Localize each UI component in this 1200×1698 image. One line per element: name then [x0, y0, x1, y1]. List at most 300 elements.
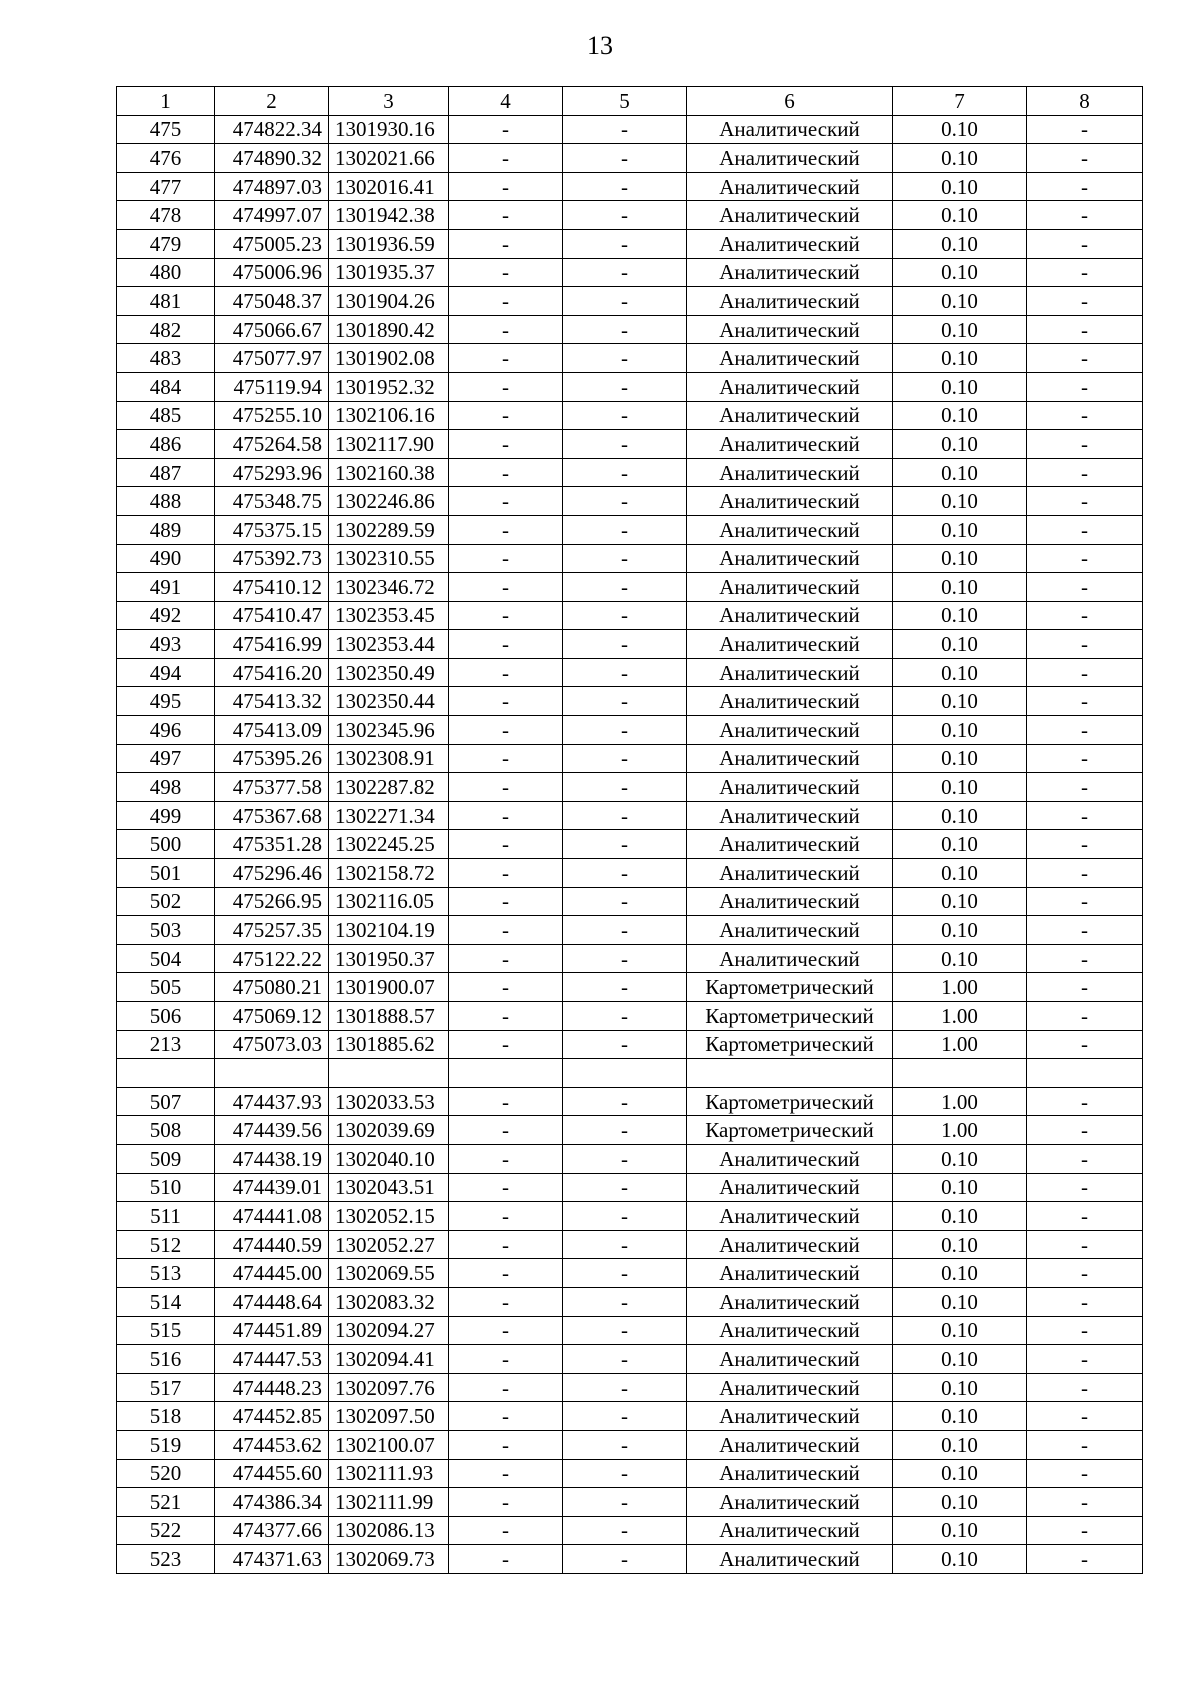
- cell-col-5: -: [563, 630, 687, 659]
- cell-y-coordinate: 1302111.93: [329, 1459, 449, 1488]
- cell-point-number: 507: [117, 1087, 215, 1116]
- cell-col-5: -: [563, 973, 687, 1002]
- cell-point-number: 487: [117, 458, 215, 487]
- cell-col-4: -: [449, 229, 563, 258]
- cell-method: Аналитический: [687, 601, 893, 630]
- cell-x-coordinate: 475255.10: [215, 401, 329, 430]
- cell-method: Аналитический: [687, 515, 893, 544]
- cell-col-5: -: [563, 372, 687, 401]
- cell-x-coordinate: 475122.22: [215, 944, 329, 973]
- cell-method: Аналитический: [687, 944, 893, 973]
- cell-accuracy: 0.10: [893, 658, 1027, 687]
- cell-x-coordinate: 475395.26: [215, 744, 329, 773]
- table-row: [117, 773, 1143, 802]
- cell-x-coordinate: 475293.96: [215, 458, 329, 487]
- cell-method: Аналитический: [687, 458, 893, 487]
- cell-point-number: 519: [117, 1430, 215, 1459]
- column-header-6: 6: [687, 87, 893, 116]
- cell-method: Аналитический: [687, 258, 893, 287]
- cell-method: Аналитический: [687, 487, 893, 516]
- cell-point-number: 489: [117, 515, 215, 544]
- cell-accuracy: 1.00: [893, 1030, 1027, 1059]
- table-row: [117, 1173, 1143, 1202]
- cell-col-8: -: [1027, 430, 1143, 459]
- table-row: [117, 344, 1143, 373]
- cell-col-8: -: [1027, 201, 1143, 230]
- cell-accuracy: 0.10: [893, 258, 1027, 287]
- cell-accuracy: 0.10: [893, 716, 1027, 745]
- cell-col-8: -: [1027, 830, 1143, 859]
- cell-method: Картометрический: [687, 1087, 893, 1116]
- table-body: [117, 115, 1143, 1573]
- cell-col-4: -: [449, 1488, 563, 1517]
- cell-method: Аналитический: [687, 830, 893, 859]
- cell-x-coordinate: 474453.62: [215, 1430, 329, 1459]
- cell-col-8: -: [1027, 716, 1143, 745]
- cell-x-coordinate: 475392.73: [215, 544, 329, 573]
- cell-method: Аналитический: [687, 144, 893, 173]
- cell-col-4: -: [449, 944, 563, 973]
- cell-point-number: 511: [117, 1202, 215, 1231]
- cell-point-number: 483: [117, 344, 215, 373]
- cell-col-8: -: [1027, 801, 1143, 830]
- cell-col-5: -: [563, 744, 687, 773]
- cell-accuracy: 0.10: [893, 1316, 1027, 1345]
- cell-col-8: -: [1027, 944, 1143, 973]
- cell-accuracy: 1.00: [893, 1002, 1027, 1031]
- cell-method: Картометрический: [687, 1002, 893, 1031]
- cell-col-5: -: [563, 115, 687, 144]
- cell-y-coordinate: 1302346.72: [329, 573, 449, 602]
- cell-point-number: 492: [117, 601, 215, 630]
- cell-point-number: 521: [117, 1488, 215, 1517]
- cell-col-5: -: [563, 944, 687, 973]
- cell-y-coordinate: 1302246.86: [329, 487, 449, 516]
- cell-col-8: -: [1027, 1430, 1143, 1459]
- cell-y-coordinate: 1302117.90: [329, 430, 449, 459]
- cell-x-coordinate: 475410.47: [215, 601, 329, 630]
- cell-y-coordinate: 1302083.32: [329, 1287, 449, 1316]
- table-row: [117, 601, 1143, 630]
- cell-col-5: -: [563, 544, 687, 573]
- cell-col-4: -: [449, 458, 563, 487]
- cell-accuracy: 0.10: [893, 1345, 1027, 1374]
- cell-col-5: -: [563, 1373, 687, 1402]
- table-row: [117, 1230, 1143, 1259]
- table-row: [117, 1202, 1143, 1231]
- cell-accuracy: 0.10: [893, 1402, 1027, 1431]
- cell-x-coordinate: 475266.95: [215, 887, 329, 916]
- cell-method: Аналитический: [687, 773, 893, 802]
- cell-y-coordinate: 1301888.57: [329, 1002, 449, 1031]
- cell-col-5: -: [563, 1287, 687, 1316]
- cell-y-coordinate: 1302310.55: [329, 544, 449, 573]
- cell-method: Аналитический: [687, 658, 893, 687]
- cell-y-coordinate: 1301904.26: [329, 287, 449, 316]
- column-header-8: 8: [1027, 87, 1143, 116]
- cell-accuracy: 0.10: [893, 1488, 1027, 1517]
- cell-col-5: -: [563, 859, 687, 888]
- cell-point-number: 478: [117, 201, 215, 230]
- cell-col-5: -: [563, 315, 687, 344]
- cell-col-4: -: [449, 687, 563, 716]
- cell-accuracy: 0.10: [893, 859, 1027, 888]
- cell-point-number: 510: [117, 1173, 215, 1202]
- table-header-row: [117, 87, 1143, 116]
- cell-accuracy: 0.10: [893, 1144, 1027, 1173]
- cell-col-4: -: [449, 1287, 563, 1316]
- cell-accuracy: 0.10: [893, 830, 1027, 859]
- cell-col-5: -: [563, 830, 687, 859]
- cell-y-coordinate: 1302353.44: [329, 630, 449, 659]
- cell-accuracy: 0.10: [893, 1202, 1027, 1231]
- cell-point-number: 501: [117, 859, 215, 888]
- cell-y-coordinate: 1301930.16: [329, 115, 449, 144]
- cell-col-5: -: [563, 172, 687, 201]
- cell-col-8: -: [1027, 287, 1143, 316]
- cell-y-coordinate: 1301935.37: [329, 258, 449, 287]
- table-row: [117, 973, 1143, 1002]
- table-row: [117, 1459, 1143, 1488]
- cell-y-coordinate: 1302094.41: [329, 1345, 449, 1374]
- cell-y-coordinate: 1302033.53: [329, 1087, 449, 1116]
- table-row: [117, 430, 1143, 459]
- cell-point-number: 518: [117, 1402, 215, 1431]
- cell-col-5: -: [563, 716, 687, 745]
- cell-x-coordinate: 475048.37: [215, 287, 329, 316]
- cell-method: Аналитический: [687, 1287, 893, 1316]
- cell-col-4: -: [449, 601, 563, 630]
- cell-point-number: 505: [117, 973, 215, 1002]
- cell-point-number: 506: [117, 1002, 215, 1031]
- cell-accuracy: 0.10: [893, 1230, 1027, 1259]
- table-row: [117, 201, 1143, 230]
- cell-x-coordinate: 475416.20: [215, 658, 329, 687]
- cell-col-5: -: [563, 1459, 687, 1488]
- cell-col-8: -: [1027, 1459, 1143, 1488]
- cell-col-8: -: [1027, 1116, 1143, 1145]
- cell-col-8: -: [1027, 630, 1143, 659]
- cell-accuracy: 0.10: [893, 1259, 1027, 1288]
- cell-col-8: -: [1027, 1545, 1143, 1574]
- cell-method: Аналитический: [687, 859, 893, 888]
- cell-col-8: -: [1027, 372, 1143, 401]
- cell-col-5: -: [563, 916, 687, 945]
- cell-col-5: -: [563, 1144, 687, 1173]
- cell-method: Аналитический: [687, 1545, 893, 1574]
- cell-method: Аналитический: [687, 1402, 893, 1431]
- cell-col-5: -: [563, 573, 687, 602]
- cell-method: Аналитический: [687, 1373, 893, 1402]
- cell-y-coordinate: 1302160.38: [329, 458, 449, 487]
- cell-method: Аналитический: [687, 744, 893, 773]
- cell-point-number: 494: [117, 658, 215, 687]
- cell-method: Аналитический: [687, 172, 893, 201]
- cell-y-coordinate: 1302116.05: [329, 887, 449, 916]
- cell-col-5: -: [563, 287, 687, 316]
- cell-point-number: 484: [117, 372, 215, 401]
- cell-col-8: -: [1027, 1402, 1143, 1431]
- cell-col-5: -: [563, 1002, 687, 1031]
- cell-method: Аналитический: [687, 1345, 893, 1374]
- cell-accuracy: 0.10: [893, 372, 1027, 401]
- cell-col-4: -: [449, 1545, 563, 1574]
- cell-col-8: -: [1027, 1202, 1143, 1231]
- table-row: [117, 1545, 1143, 1574]
- table-row: [117, 944, 1143, 973]
- table-row: [117, 1345, 1143, 1374]
- cell-method: Аналитический: [687, 115, 893, 144]
- cell-point-number: 520: [117, 1459, 215, 1488]
- table-row: [117, 916, 1143, 945]
- cell-y-coordinate: 1301902.08: [329, 344, 449, 373]
- cell-col-4: -: [449, 1002, 563, 1031]
- cell-col-8: -: [1027, 1030, 1143, 1059]
- table-row: [117, 1516, 1143, 1545]
- cell-accuracy: 0.10: [893, 487, 1027, 516]
- cell-col-4: -: [449, 487, 563, 516]
- cell-col-4: -: [449, 658, 563, 687]
- cell-x-coordinate: 475348.75: [215, 487, 329, 516]
- cell-point-number: 509: [117, 1144, 215, 1173]
- cell-method: Картометрический: [687, 1030, 893, 1059]
- cell-point-number: 490: [117, 544, 215, 573]
- cell-col-4: -: [449, 716, 563, 745]
- cell-point-number: 514: [117, 1287, 215, 1316]
- column-header-2: 2: [215, 87, 329, 116]
- cell-y-coordinate: 1301952.32: [329, 372, 449, 401]
- cell-col-8: -: [1027, 573, 1143, 602]
- table-row: [117, 630, 1143, 659]
- cell-y-coordinate: 1302100.07: [329, 1430, 449, 1459]
- cell-x-coordinate: 475069.12: [215, 1002, 329, 1031]
- cell-col-4: -: [449, 401, 563, 430]
- cell-col-8: -: [1027, 544, 1143, 573]
- table-row: [117, 458, 1143, 487]
- column-header-7: 7: [893, 87, 1027, 116]
- cell-col-4: -: [449, 258, 563, 287]
- cell-method: Аналитический: [687, 430, 893, 459]
- cell-col-8: -: [1027, 401, 1143, 430]
- table-row: [117, 1087, 1143, 1116]
- cell-col-4: -: [449, 115, 563, 144]
- cell-y-coordinate: [329, 1059, 449, 1088]
- cell-point-number: 523: [117, 1545, 215, 1574]
- cell-col-8: -: [1027, 601, 1143, 630]
- cell-accuracy: [893, 1059, 1027, 1088]
- cell-method: Аналитический: [687, 1230, 893, 1259]
- cell-col-8: -: [1027, 1002, 1143, 1031]
- cell-col-8: -: [1027, 859, 1143, 888]
- cell-y-coordinate: 1302308.91: [329, 744, 449, 773]
- cell-col-8: -: [1027, 744, 1143, 773]
- cell-y-coordinate: 1302111.99: [329, 1488, 449, 1517]
- table-row: [117, 1259, 1143, 1288]
- cell-col-8: -: [1027, 144, 1143, 173]
- cell-col-8: -: [1027, 1087, 1143, 1116]
- cell-x-coordinate: 475296.46: [215, 859, 329, 888]
- cell-y-coordinate: 1302021.66: [329, 144, 449, 173]
- table-row: [117, 1402, 1143, 1431]
- table-row: [117, 1488, 1143, 1517]
- cell-col-5: -: [563, 1173, 687, 1202]
- cell-col-8: -: [1027, 258, 1143, 287]
- cell-accuracy: 0.10: [893, 287, 1027, 316]
- table-row: [117, 687, 1143, 716]
- cell-method: Аналитический: [687, 201, 893, 230]
- cell-x-coordinate: 474445.00: [215, 1259, 329, 1288]
- cell-point-number: 479: [117, 229, 215, 258]
- cell-x-coordinate: 474439.01: [215, 1173, 329, 1202]
- cell-col-8: -: [1027, 773, 1143, 802]
- cell-y-coordinate: 1302106.16: [329, 401, 449, 430]
- cell-col-5: -: [563, 201, 687, 230]
- column-header-5: 5: [563, 87, 687, 116]
- cell-col-5: -: [563, 1087, 687, 1116]
- cell-method: Аналитический: [687, 1259, 893, 1288]
- cell-point-number: 502: [117, 887, 215, 916]
- cell-method: Аналитический: [687, 1430, 893, 1459]
- cell-x-coordinate: 474439.56: [215, 1116, 329, 1145]
- cell-accuracy: 0.10: [893, 172, 1027, 201]
- cell-col-8: -: [1027, 1373, 1143, 1402]
- cell-y-coordinate: 1302353.45: [329, 601, 449, 630]
- cell-accuracy: 0.10: [893, 916, 1027, 945]
- cell-col-5: -: [563, 144, 687, 173]
- cell-y-coordinate: 1301890.42: [329, 315, 449, 344]
- cell-accuracy: 0.10: [893, 229, 1027, 258]
- cell-y-coordinate: 1302287.82: [329, 773, 449, 802]
- cell-accuracy: 1.00: [893, 973, 1027, 1002]
- cell-col-4: -: [449, 887, 563, 916]
- cell-col-4: -: [449, 1316, 563, 1345]
- cell-accuracy: 0.10: [893, 887, 1027, 916]
- cell-col-4: -: [449, 1202, 563, 1231]
- table-row: [117, 258, 1143, 287]
- coordinates-table: [116, 86, 1143, 1574]
- cell-col-4: -: [449, 859, 563, 888]
- cell-x-coordinate: 474452.85: [215, 1402, 329, 1431]
- table-row: [117, 487, 1143, 516]
- cell-point-number: 477: [117, 172, 215, 201]
- cell-y-coordinate: 1302345.96: [329, 716, 449, 745]
- cell-col-8: -: [1027, 1173, 1143, 1202]
- table-row: [117, 573, 1143, 602]
- cell-x-coordinate: 475413.09: [215, 716, 329, 745]
- cell-y-coordinate: 1302052.27: [329, 1230, 449, 1259]
- cell-method: Аналитический: [687, 344, 893, 373]
- cell-col-5: -: [563, 1259, 687, 1288]
- cell-x-coordinate: 474386.34: [215, 1488, 329, 1517]
- cell-accuracy: 0.10: [893, 1430, 1027, 1459]
- column-header-1: 1: [117, 87, 215, 116]
- cell-x-coordinate: [215, 1059, 329, 1088]
- table-row: [117, 515, 1143, 544]
- cell-col-4: -: [449, 1173, 563, 1202]
- cell-col-8: -: [1027, 487, 1143, 516]
- cell-x-coordinate: 475119.94: [215, 372, 329, 401]
- cell-accuracy: 0.10: [893, 1287, 1027, 1316]
- cell-col-4: -: [449, 1087, 563, 1116]
- table-row: [117, 830, 1143, 859]
- cell-col-4: -: [449, 1030, 563, 1059]
- cell-x-coordinate: 474822.34: [215, 115, 329, 144]
- cell-x-coordinate: 474455.60: [215, 1459, 329, 1488]
- table-row: [117, 372, 1143, 401]
- cell-col-4: -: [449, 773, 563, 802]
- cell-accuracy: 0.10: [893, 115, 1027, 144]
- cell-point-number: 503: [117, 916, 215, 945]
- column-header-4: 4: [449, 87, 563, 116]
- cell-accuracy: 0.10: [893, 944, 1027, 973]
- cell-accuracy: 0.10: [893, 315, 1027, 344]
- cell-x-coordinate: 474997.07: [215, 201, 329, 230]
- cell-x-coordinate: 474897.03: [215, 172, 329, 201]
- cell-method: Аналитический: [687, 401, 893, 430]
- cell-col-5: -: [563, 401, 687, 430]
- cell-col-4: -: [449, 201, 563, 230]
- cell-point-number: 517: [117, 1373, 215, 1402]
- cell-col-4: -: [449, 1230, 563, 1259]
- cell-x-coordinate: 475413.32: [215, 687, 329, 716]
- cell-col-4: -: [449, 744, 563, 773]
- cell-y-coordinate: 1302097.50: [329, 1402, 449, 1431]
- cell-col-8: -: [1027, 1287, 1143, 1316]
- cell-x-coordinate: 474451.89: [215, 1316, 329, 1345]
- cell-col-5: -: [563, 1402, 687, 1431]
- cell-point-number: 515: [117, 1316, 215, 1345]
- cell-col-5: -: [563, 687, 687, 716]
- cell-accuracy: 0.10: [893, 773, 1027, 802]
- cell-method: Аналитический: [687, 573, 893, 602]
- cell-method: Аналитический: [687, 887, 893, 916]
- cell-col-4: -: [449, 1459, 563, 1488]
- cell-y-coordinate: 1302097.76: [329, 1373, 449, 1402]
- cell-col-4: -: [449, 1402, 563, 1431]
- cell-method: Аналитический: [687, 630, 893, 659]
- cell-y-coordinate: 1302158.72: [329, 859, 449, 888]
- cell-y-coordinate: 1302289.59: [329, 515, 449, 544]
- cell-y-coordinate: 1302069.55: [329, 1259, 449, 1288]
- cell-x-coordinate: 475410.12: [215, 573, 329, 602]
- column-header-3: 3: [329, 87, 449, 116]
- cell-accuracy: 0.10: [893, 144, 1027, 173]
- cell-col-5: -: [563, 1316, 687, 1345]
- cell-accuracy: 0.10: [893, 515, 1027, 544]
- cell-y-coordinate: 1302043.51: [329, 1173, 449, 1202]
- cell-method: Аналитический: [687, 1202, 893, 1231]
- cell-accuracy: 0.10: [893, 1173, 1027, 1202]
- table-row: [117, 1030, 1143, 1059]
- cell-method: Аналитический: [687, 716, 893, 745]
- cell-accuracy: 0.10: [893, 744, 1027, 773]
- table-row: [117, 229, 1143, 258]
- cell-col-8: -: [1027, 973, 1143, 1002]
- cell-col-4: -: [449, 1259, 563, 1288]
- cell-col-5: [563, 1059, 687, 1088]
- table-row: [117, 1059, 1143, 1088]
- cell-method: Аналитический: [687, 372, 893, 401]
- cell-col-4: -: [449, 1516, 563, 1545]
- cell-x-coordinate: 474447.53: [215, 1345, 329, 1374]
- cell-col-5: -: [563, 658, 687, 687]
- table-row: [117, 1002, 1143, 1031]
- cell-x-coordinate: 475005.23: [215, 229, 329, 258]
- table-row: [117, 859, 1143, 888]
- cell-point-number: 495: [117, 687, 215, 716]
- table-row: [117, 1316, 1143, 1345]
- cell-point-number: 491: [117, 573, 215, 602]
